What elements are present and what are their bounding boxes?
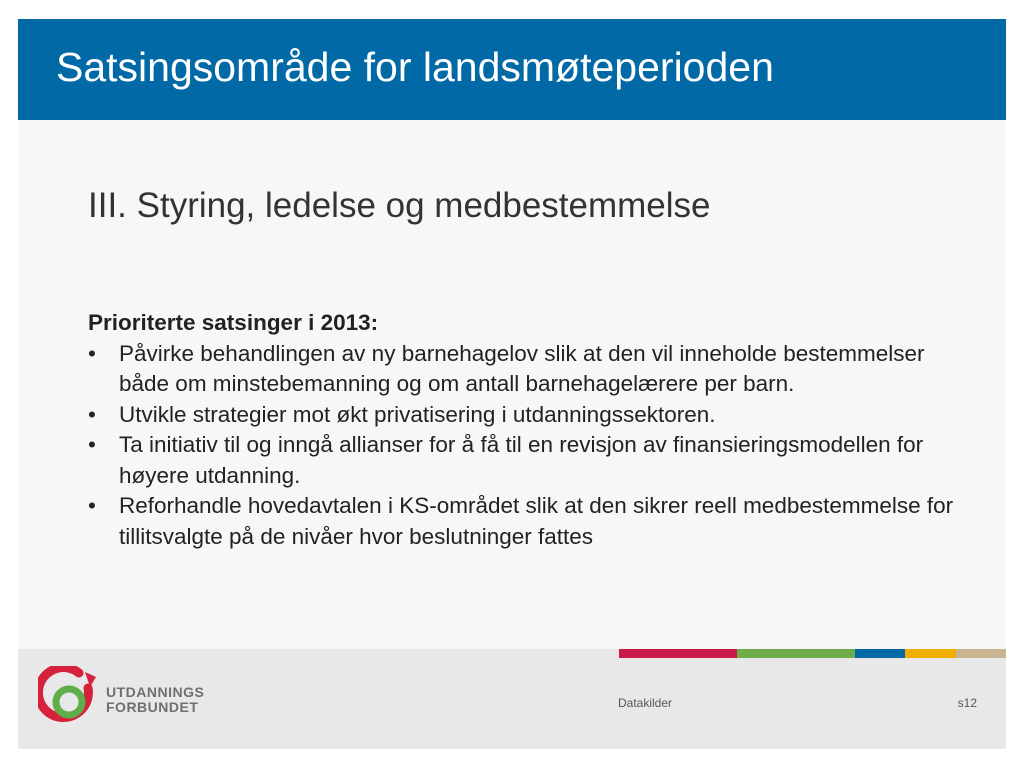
source-label: Datakilder bbox=[618, 696, 673, 710]
list-item-text: Utvikle strategier mot økt privatisering i utdanningssektoren. bbox=[119, 401, 716, 427]
stripe-blue bbox=[855, 649, 905, 658]
stripe-yellow bbox=[905, 649, 956, 658]
page-number: s12 bbox=[957, 696, 977, 710]
list-item-text: Påvirke behandlingen av ny barnehagelov slik at den vil inneholde bestemmelser både om minstebemanning og om antall barnehagelærere per barn. bbox=[119, 340, 925, 396]
bullet-icon: • bbox=[88, 493, 96, 518]
slide-content bbox=[88, 308, 968, 552]
slide-title: Satsingsområde for landsmøteperioden bbox=[56, 44, 774, 90]
list-item bbox=[88, 491, 968, 552]
list-item-text: Reforhandle hovedavtalen i KS-området slik at den sikrer reell medbestemmelse for tillitsvalgte på de nivåer hvor beslutninger fattes bbox=[119, 493, 954, 549]
stripe-green bbox=[737, 649, 855, 658]
priorities-list bbox=[88, 339, 968, 553]
utdanningsforbundet-logo-icon bbox=[38, 666, 100, 732]
slide bbox=[18, 19, 1006, 749]
logo-wordmark bbox=[106, 685, 204, 715]
color-stripes bbox=[619, 649, 1006, 658]
list-item bbox=[88, 430, 968, 491]
slide-footer bbox=[18, 649, 1006, 749]
priorities-heading: Prioriterte satsinger i 2013: bbox=[88, 310, 379, 335]
logo-line-1: UTDANNINGS bbox=[106, 684, 205, 700]
list-item bbox=[88, 339, 968, 400]
slide-subtitle: III. Styring, ledelse og medbestemmelse bbox=[88, 186, 711, 225]
title-bar bbox=[18, 19, 1006, 120]
bullet-icon: • bbox=[88, 340, 96, 366]
stripe-tan bbox=[956, 649, 1006, 658]
bullet-icon: • bbox=[88, 401, 96, 427]
list-item-text: Ta initiativ til og inngå allianser for å få til en revisjon av finansieringsmodellen for høyere utdanning. bbox=[119, 432, 924, 488]
bullet-icon: • bbox=[88, 432, 96, 457]
list-item bbox=[88, 400, 968, 431]
logo-line-2: FORBUNDET bbox=[106, 699, 199, 715]
stripe-red bbox=[619, 649, 737, 658]
